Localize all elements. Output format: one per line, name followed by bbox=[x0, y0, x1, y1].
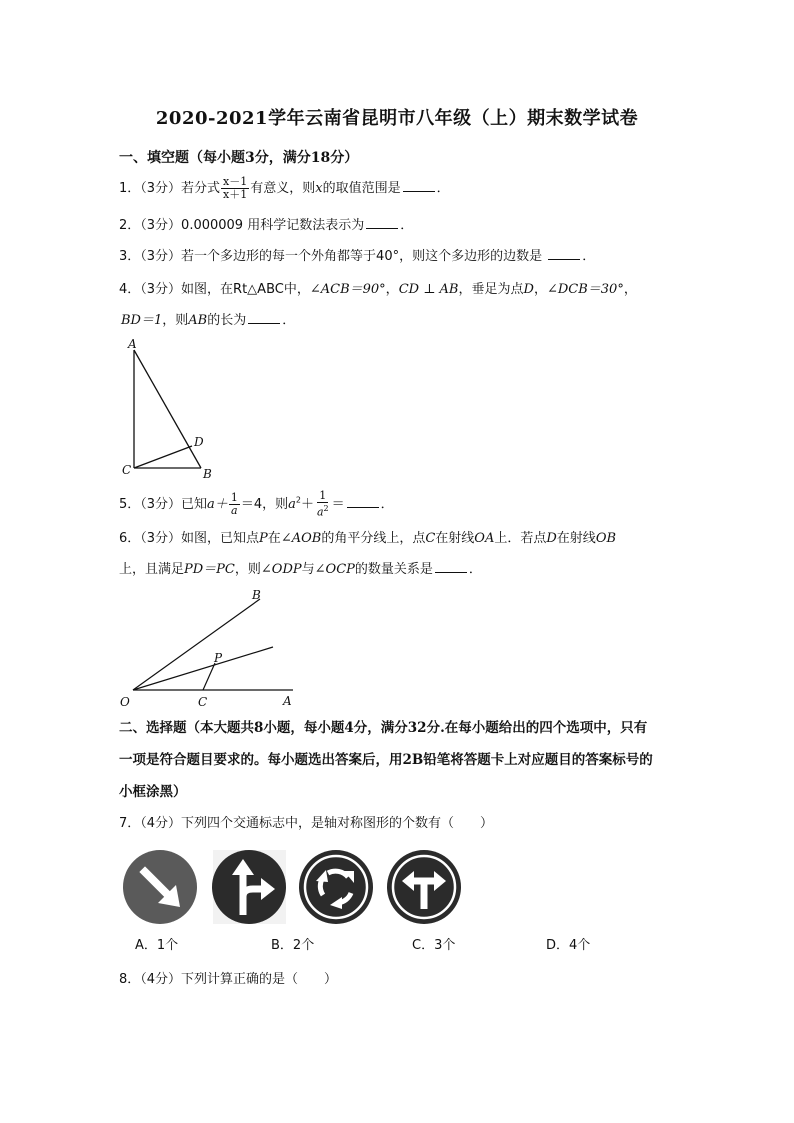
question-4-line-2: BD＝1，则AB的长为 ． bbox=[121, 313, 296, 328]
question-5: 5．（3分）已知a＋ $\frac{1}{a}$ ＝4，则$a^2+$ $\frac{1}{a^2}$ ＝ ． bbox=[119, 489, 394, 519]
section-fill-in-heading: 一、填空题（每小题3分，满分18分） bbox=[119, 150, 359, 166]
question-4-line-1: 4．（3分）如图，在Rt△ABC中，∠ACB＝90°，CD ⊥ AB，垂足为点D，∠DCB＝30°， bbox=[119, 282, 637, 297]
fraction: $\frac{x-1}{x+1}$ bbox=[223, 175, 248, 201]
question-6-line-1: 6．（3分）如图，已知点P在∠AOB的角平分线上，点C在射线OA上．若点D在射线OB bbox=[119, 531, 617, 546]
label-o: O bbox=[120, 695, 130, 709]
answer-blank bbox=[435, 560, 467, 573]
sign-left-or-right-icon bbox=[387, 850, 461, 924]
section-choice-heading-line-3: 小框涂黑） bbox=[119, 784, 187, 800]
option-c: C．3个 bbox=[412, 938, 456, 953]
question-1: 1．（3分）若分式 $\frac{x-1}{x+1}$ 有意义，则x的取值范围是 ． bbox=[119, 175, 450, 201]
answer-blank bbox=[347, 495, 379, 508]
sign-straight-or-right-icon bbox=[212, 850, 286, 924]
answer-blank bbox=[366, 216, 398, 229]
label-d: D bbox=[194, 435, 204, 449]
question-7: 7．（4分）下列四个交通标志中，是轴对称图形的个数有（ ） bbox=[119, 816, 494, 831]
page-title: 2020-2021学年云南省昆明市八年级（上）期末数学试卷 bbox=[155, 108, 639, 129]
label-a: A bbox=[128, 337, 137, 351]
label-a: A bbox=[283, 694, 292, 708]
option-b: B．2个 bbox=[271, 938, 315, 953]
question-8: 8．（4分）下列计算正确的是（ ） bbox=[119, 972, 338, 987]
section-choice-heading-line-2: 一项是符合题目要求的。每小题选出答案后，用2B铅笔将答题卡上对应题目的答案标号的 bbox=[119, 752, 653, 768]
label-b: B bbox=[203, 467, 212, 481]
question-3: 3．（3分）若一个多边形的每一个外角都等于40°，则这个多边形的边数是 ． bbox=[119, 249, 596, 264]
traffic-signs-row bbox=[122, 848, 472, 928]
label-c: C bbox=[122, 463, 132, 477]
sign-diagonal-arrow-icon bbox=[123, 850, 197, 924]
answer-blank bbox=[548, 247, 580, 260]
label-p: P bbox=[214, 651, 223, 665]
answer-blank bbox=[403, 179, 435, 192]
question-6-line-2: 上，且满足PD＝PC，则∠ODP与∠OCP的数量关系是 ． bbox=[119, 562, 482, 577]
label-c: C bbox=[198, 695, 208, 709]
question-2: 2．（3分）0.000009 用科学记数法表示为 ． bbox=[119, 218, 414, 233]
option-d: D．4个 bbox=[546, 938, 591, 953]
section-choice-heading-line-1: 二、选择题（本大题共8小题，每小题4分，满分32分.在每小题给出的四个选项中，只有 bbox=[119, 720, 648, 736]
triangle-figure bbox=[118, 334, 228, 482]
option-a: A．1个 bbox=[135, 938, 179, 953]
answer-blank bbox=[248, 311, 280, 324]
label-b: B bbox=[252, 588, 261, 602]
sign-roundabout-icon bbox=[299, 850, 373, 924]
angle-bisector-figure bbox=[118, 585, 298, 710]
